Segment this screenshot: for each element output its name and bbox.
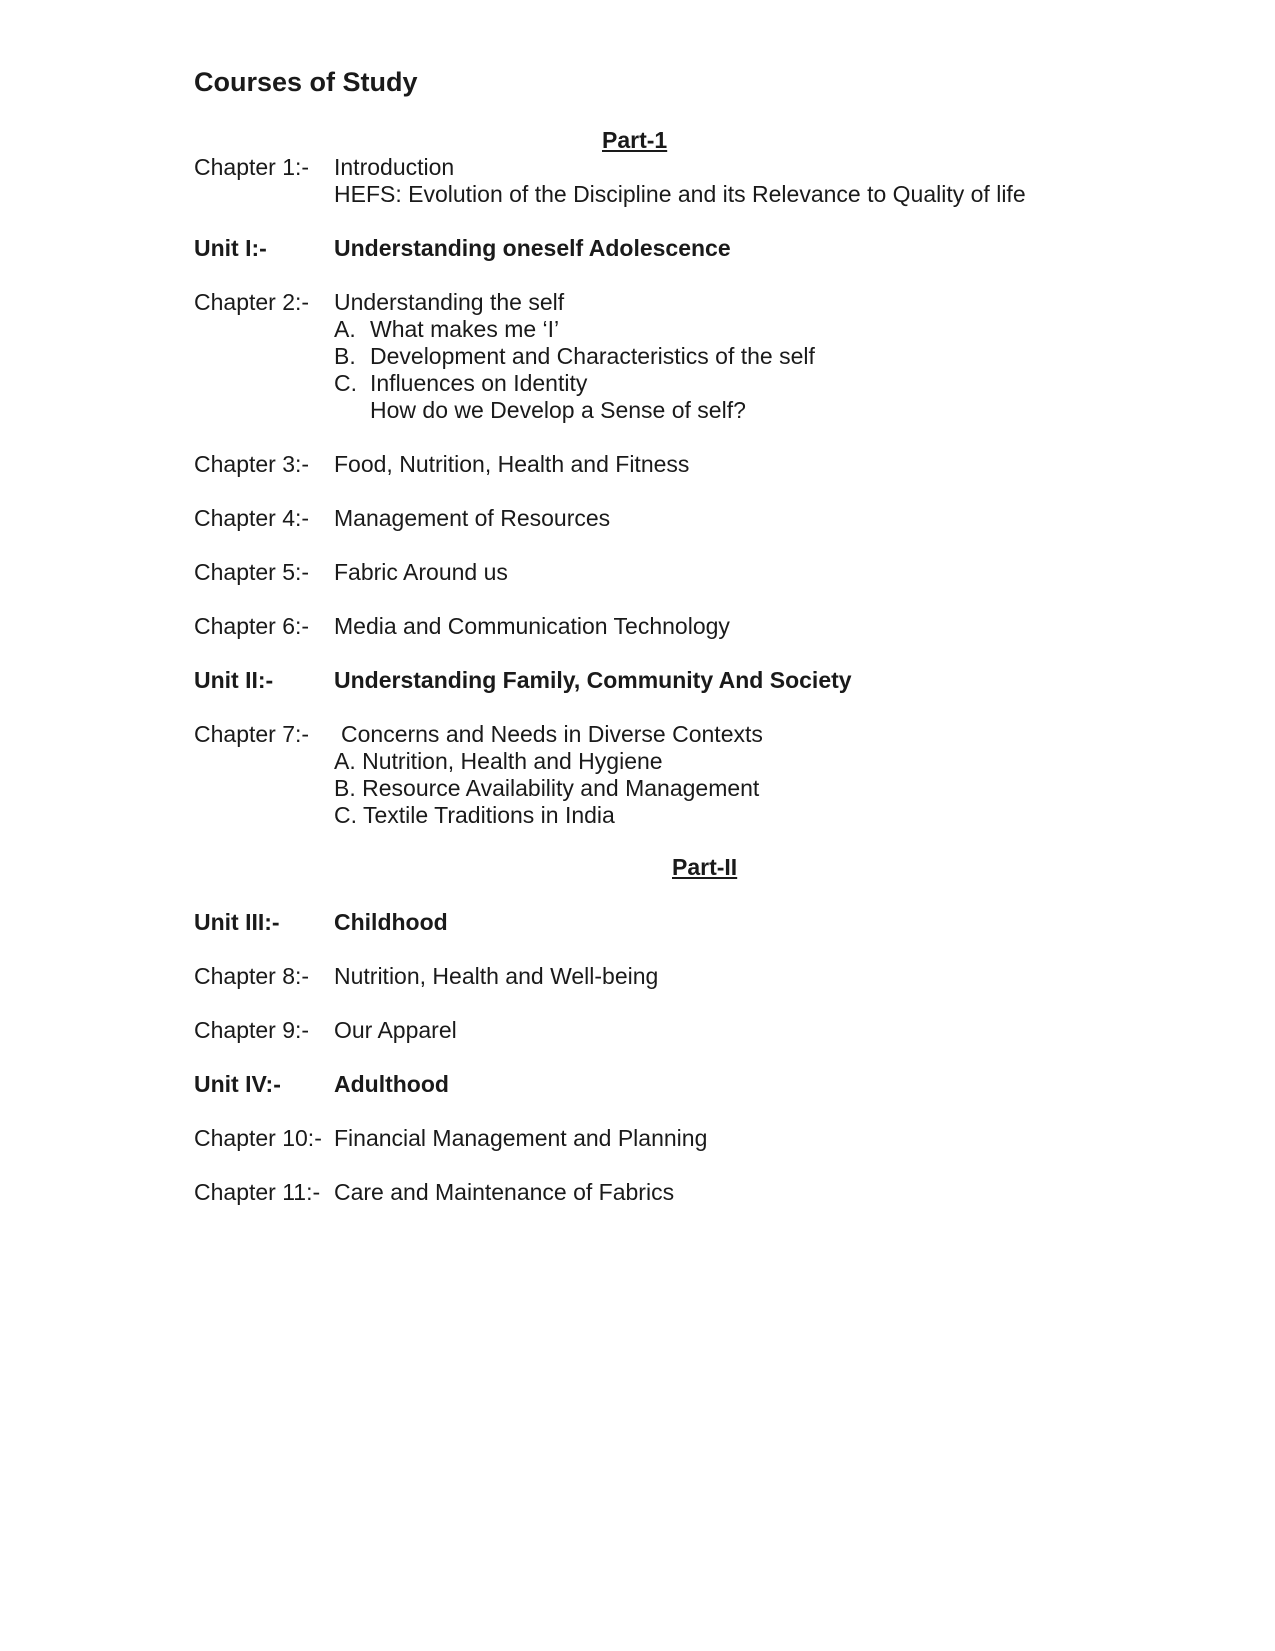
unit-2-label: Unit II:- xyxy=(194,667,274,693)
chapter-8-label: Chapter 8:- xyxy=(194,963,310,989)
chapter-1-title: Introduction xyxy=(334,154,455,180)
chapter-9-label: Chapter 9:- xyxy=(194,1017,310,1043)
chapter-7-title: Concerns and Needs in Diverse Contexts xyxy=(341,721,763,747)
unit-3-label: Unit III:- xyxy=(194,909,280,935)
chapter-3-label: Chapter 3:- xyxy=(194,451,310,477)
unit-1-label: Unit I:- xyxy=(194,235,267,261)
chapter-1-label: Chapter 1:- xyxy=(194,154,310,180)
chapter-2-extra: How do we Develop a Sense of self? xyxy=(370,397,746,423)
chapter-1-subtitle: HEFS: Evolution of the Discipline and its Relevance to Quality of life xyxy=(334,181,1026,207)
list-item-text: Development and Characteristics of the self xyxy=(370,343,815,369)
chapter-2-title: Understanding the self xyxy=(334,289,565,315)
unit-2-title: Understanding Family, Community And Society xyxy=(334,667,852,693)
list-item-text: Influences on Identity xyxy=(370,370,588,396)
chapter-11-title: Care and Maintenance of Fabrics xyxy=(334,1179,675,1205)
chapter-11-label: Chapter 11:- xyxy=(194,1179,321,1205)
chapter-3-title: Food, Nutrition, Health and Fitness xyxy=(334,451,690,477)
page-title: Courses of Study xyxy=(194,67,418,97)
chapter-7-item-a: A. Nutrition, Health and Hygiene xyxy=(334,748,663,774)
chapter-5-title: Fabric Around us xyxy=(334,559,508,585)
chapter-7-item-c: C. Textile Traditions in India xyxy=(334,802,615,828)
chapter-6-title: Media and Communication Technology xyxy=(334,613,730,639)
chapter-7-item-b: B. Resource Availability and Management xyxy=(334,775,760,801)
part-1-heading: Part-1 xyxy=(602,127,668,153)
list-marker: B. xyxy=(334,343,356,369)
chapter-5-label: Chapter 5:- xyxy=(194,559,310,585)
chapter-7-label: Chapter 7:- xyxy=(194,721,310,747)
chapter-2-label: Chapter 2:- xyxy=(194,289,310,315)
chapter-9-title: Our Apparel xyxy=(334,1017,457,1043)
unit-1-title: Understanding oneself Adolescence xyxy=(334,235,731,261)
unit-3-title: Childhood xyxy=(334,909,448,935)
unit-4-label: Unit IV:- xyxy=(194,1071,281,1097)
unit-4-title: Adulthood xyxy=(334,1071,449,1097)
part-2-heading: Part-II xyxy=(672,854,738,880)
chapter-4-label: Chapter 4:- xyxy=(194,505,310,531)
list-item-text: What makes me ‘I’ xyxy=(370,316,560,342)
list-marker: C. xyxy=(334,370,357,396)
chapter-10-title: Financial Management and Planning xyxy=(334,1125,708,1151)
chapter-6-label: Chapter 6:- xyxy=(194,613,310,639)
chapter-8-title: Nutrition, Health and Well-being xyxy=(334,963,659,989)
chapter-4-title: Management of Resources xyxy=(334,505,611,531)
list-marker: A. xyxy=(334,316,356,342)
chapter-10-label: Chapter 10:- xyxy=(194,1125,322,1151)
